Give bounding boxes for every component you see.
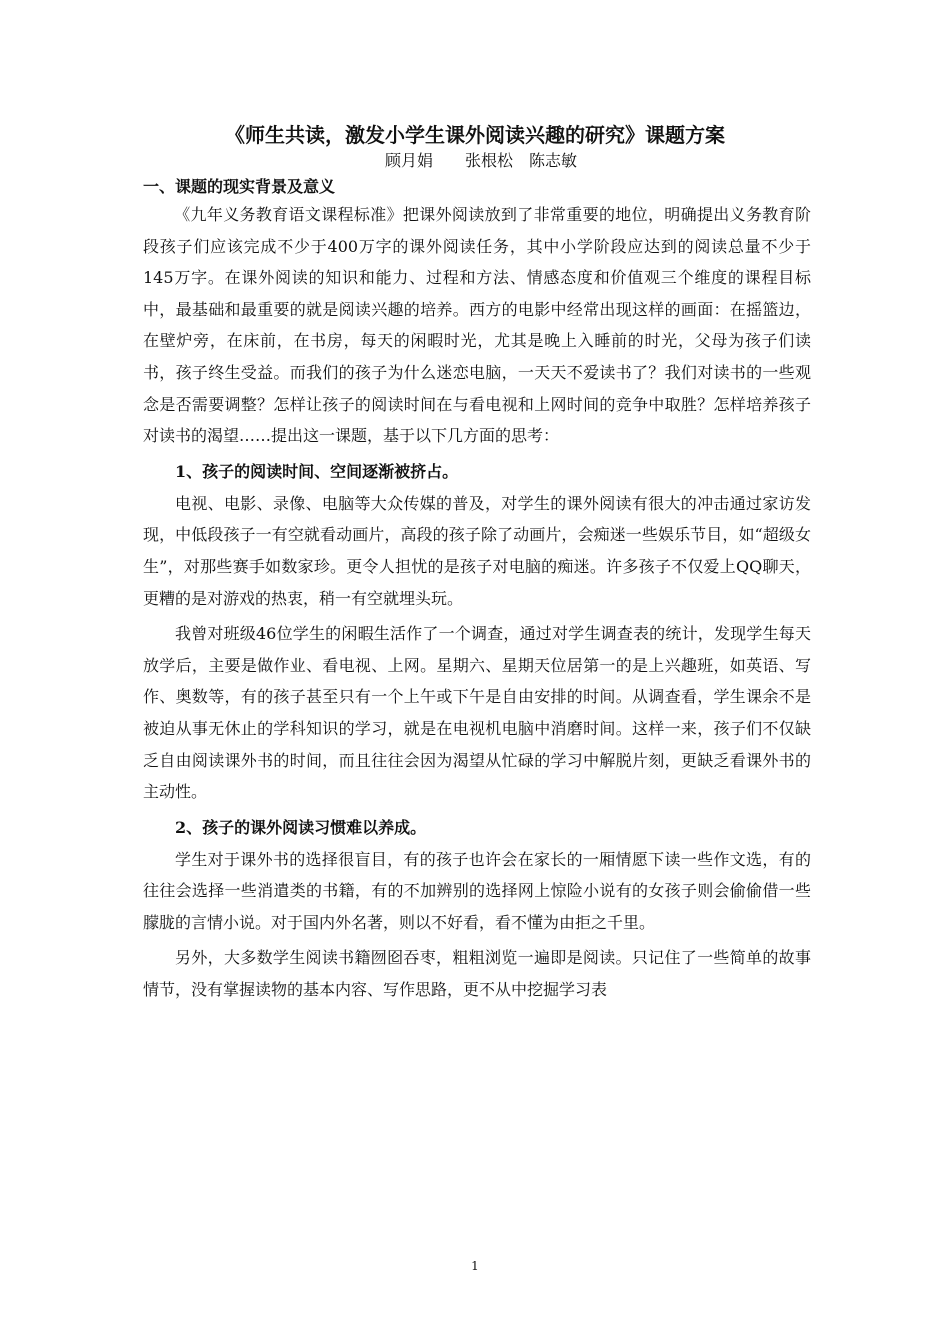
paragraph-survey: 我曾对班级46位学生的闲暇生活作了一个调查，通过对学生调查表的统计，发现学生每天放学后，主要是做作业、看电视、上网。星期六、星期天位居第一的是上兴趣班，如英语、写作、奥数等，有的孩子甚至只有一个上午或下午是自由安排的时间。从调查看，学生课余不是被迫从事无休止的学科知识的学习，就是在电视机电脑中消磨时间。这样一来，孩子们不仅缺乏自由阅读课外书的时间，而且往往会因为渴望从忙碌的学习中解脱片刻，更缺乏看课外书的主动性。 (143, 624, 811, 802)
paragraph-media-impact: 电视、电影、录像、电脑等大众传媒的普及，对学生的课外阅读有很大的冲击通过家访发现，中低段孩子一有空就看动画片，高段的孩子除了动画片，会痴迷一些娱乐节目，如“超级女生”，对那些赛手如数家珍。更令人担忧的是孩子对电脑的痴迷。许多孩子不仅爱上QQ聊天，更糟的是对游戏的热衷，稍一有空就埋头玩。 (143, 493, 811, 608)
page-number: 1 (471, 1259, 479, 1273)
subheading-reading-habits: 2、孩子的课外阅读习惯难以养成。 (175, 817, 427, 837)
document-body (143, 199, 811, 1006)
paragraph-book-choice: 学生对于课外书的选择很盲目，有的孩子也许会在家长的一厢情愿下读一些作文选，有的往往会选择一些消遣类的书籍，有的不加辨别的选择网上惊险小说有的女孩子则会偷偷借一些朦胧的言情小说。对于国内外名著，则以不好看，看不懂为由拒之千里。 (143, 849, 811, 932)
document-title: 《师生共读，激发小学生课外阅读兴趣的研究》课题方案 (225, 123, 725, 147)
paragraph-shallow-reading: 另外，大多数学生阅读书籍囫囵吞枣，粗粗浏览一遍即是阅读。只记住了一些简单的故事情节，没有掌握读物的基本内容、写作思路，更不从中挖掘学习表 (143, 948, 811, 1000)
document-authors: 顾月娟 张根松 陈志敏 (385, 151, 578, 170)
subheading-reading-time: 1、孩子的阅读时间、空间逐渐被挤占。 (175, 461, 459, 481)
section-heading-background: 一、课题的现实背景及意义 (143, 177, 336, 196)
intro-paragraph: 《九年义务教育语文课程标准》把课外阅读放到了非常重要的地位，明确提出义务教育阶段孩子们应该完成不少于400万字的课外阅读任务，其中小学阶段应达到的阅读总量不少于145万字。在课外阅读的知识和能力、过程和方法、情感态度和价值观三个维度的课程目标中，最基础和最重要的就是阅读兴趣的培养。西方的电影中经常出现这样的画面：在摇篮边，在壁炉旁，在床前，在书房，每天的闲暇时光，尤其是晚上入睡前的时光，父母为孩子们读书，孩子终生受益。而我们的孩子为什么迷恋电脑，一天天不爱读书了？我们对读书的一些观念是否需要调整？怎样让孩子的阅读时间在与看电视和上网时间的竞争中取胜？怎样培养孩子对读书的渴望……提出这一课题，基于以下几方面的思考： (143, 205, 811, 446)
